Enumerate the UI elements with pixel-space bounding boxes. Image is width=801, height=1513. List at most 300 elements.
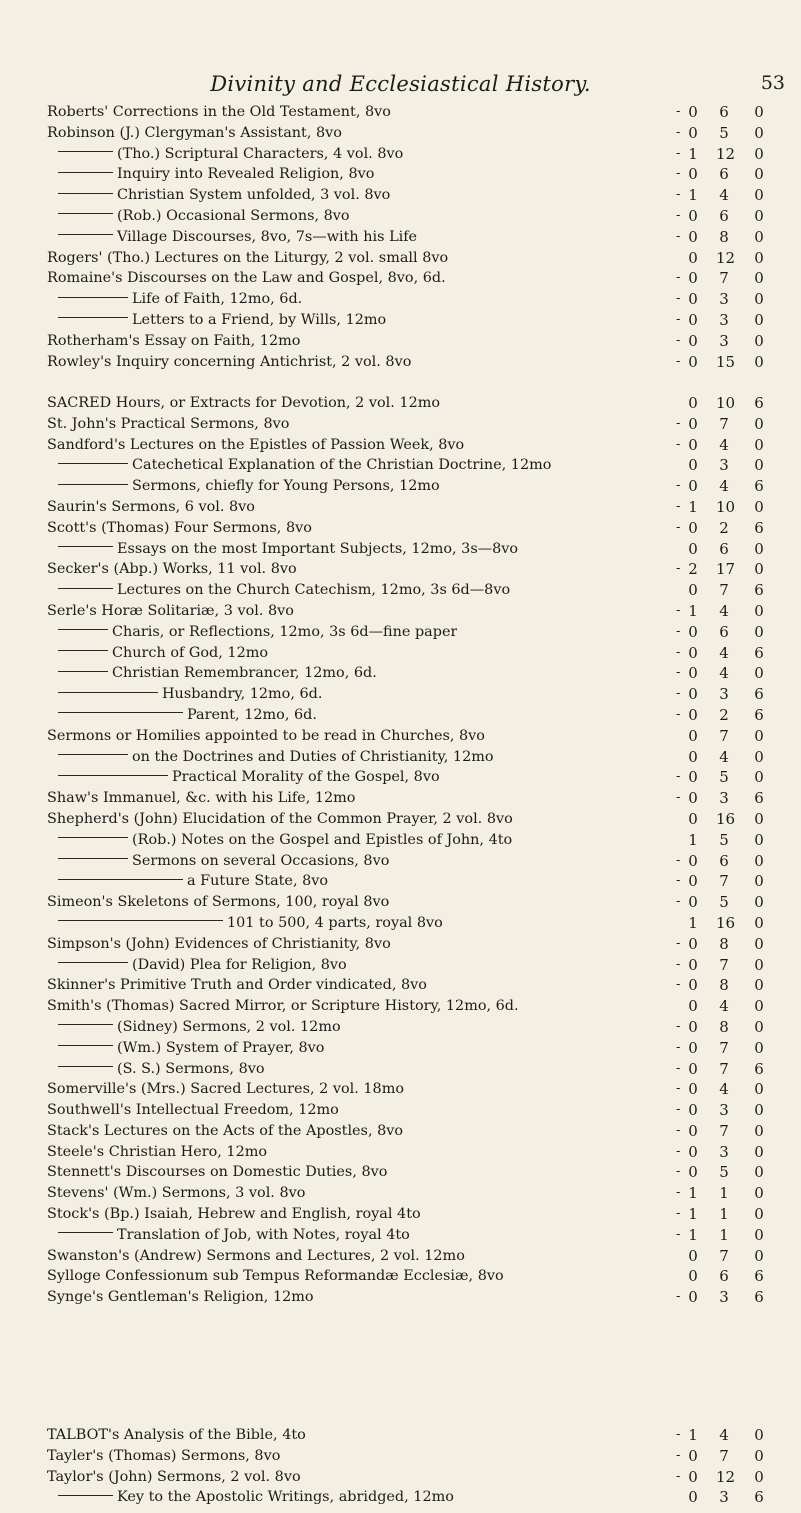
entry-title-text: Letters to a Friend, by Wills, 12mo xyxy=(132,311,387,328)
price-shillings: 16 xyxy=(716,809,736,828)
entry-title xyxy=(58,1059,265,1080)
entry-title xyxy=(47,1162,387,1183)
price-pounds: 0 xyxy=(688,290,698,309)
entry-title xyxy=(47,809,513,830)
leader-dash: - xyxy=(676,623,681,639)
price-pounds: 0 xyxy=(688,269,698,288)
entry-title-text: Somerville's (Mrs.) Sacred Lectures, 2 vol. 18mo xyxy=(47,1081,404,1098)
entry-title-text: Lectures on the Church Catechism, 12mo, 3s 6d—8vo xyxy=(117,582,511,599)
catalogue-entry xyxy=(0,726,801,747)
entry-title xyxy=(58,830,512,851)
ditto-rule xyxy=(58,962,128,963)
price-pence: 0 xyxy=(754,726,764,745)
entry-title xyxy=(58,643,268,664)
price-pounds: 1 xyxy=(688,497,698,516)
price-shillings: 16 xyxy=(716,913,736,932)
price-pence: 0 xyxy=(754,872,764,891)
entry-title-text: Essays on the most Important Subjects, 12mo, 3s—8vo xyxy=(117,540,519,557)
price-pounds: 0 xyxy=(688,1163,698,1182)
price-pence: 6 xyxy=(754,394,764,412)
price-pounds: 1 xyxy=(688,186,698,205)
price-pounds: 0 xyxy=(688,518,698,537)
catalogue-entry xyxy=(0,1266,801,1287)
price-pounds: 0 xyxy=(688,539,698,558)
entry-title-text: Stock's (Bp.) Isaiah, Hebrew and English, royal 4to xyxy=(47,1206,421,1223)
leader-dash: - xyxy=(676,644,681,660)
ditto-rule xyxy=(58,172,113,173)
price-pence: 0 xyxy=(754,1017,764,1036)
price-pounds: 0 xyxy=(688,165,698,184)
price-pounds: 0 xyxy=(688,414,698,433)
price-shillings: 4 xyxy=(719,747,729,766)
entry-title-text: Tayler's (Thomas) Sermons, 8vo xyxy=(47,1447,281,1464)
entry-title xyxy=(47,934,391,955)
price-pounds: 1 xyxy=(688,601,698,620)
price-pounds: 0 xyxy=(688,726,698,745)
price-pence: 0 xyxy=(754,165,764,184)
price-pounds: 1 xyxy=(688,1225,698,1244)
entry-title xyxy=(47,1287,314,1308)
price-pounds: 0 xyxy=(688,685,698,704)
price-shillings: 8 xyxy=(719,227,729,246)
entry-title-text: Synge's Gentleman's Religion, 12mo xyxy=(47,1289,314,1306)
leader-dash: - xyxy=(676,1185,681,1201)
ditto-rule xyxy=(58,546,113,547)
price-shillings: 3 xyxy=(719,290,729,309)
price-shillings: 3 xyxy=(719,789,729,808)
price-shillings: 4 xyxy=(719,186,729,205)
entry-title-text: Village Discourses, 8vo, 7s—with his Life xyxy=(117,228,418,245)
price-pence: 0 xyxy=(754,809,764,828)
entry-title-text: SACRED Hours, or Extracts for Devotion, 2 vol. 12mo xyxy=(47,395,441,411)
entry-title xyxy=(47,975,427,996)
price-pounds: 1 xyxy=(688,1205,698,1224)
catalogue-entry xyxy=(0,1287,801,1308)
leader-dash: - xyxy=(676,686,681,702)
price-pence: 0 xyxy=(754,310,764,329)
price-pence: 0 xyxy=(754,768,764,787)
price-pounds: 0 xyxy=(688,206,698,225)
entry-title xyxy=(47,788,355,809)
entry-title-text: Skinner's Primitive Truth and Order vindicated, 8vo xyxy=(47,977,427,994)
price-pence: 0 xyxy=(754,747,764,766)
price-shillings: 6 xyxy=(719,206,729,225)
catalogue-entry xyxy=(0,331,801,352)
catalogue-entry xyxy=(0,1059,801,1080)
price-shillings: 6 xyxy=(719,622,729,641)
ditto-rule xyxy=(58,920,223,921)
catalogue-entry xyxy=(0,747,801,768)
price-pounds: 1 xyxy=(688,144,698,163)
catalogue-entry xyxy=(0,227,801,248)
entry-title xyxy=(47,726,485,747)
leader-dash: - xyxy=(676,769,681,785)
entry-title-text: Inquiry into Revealed Religion, 8vo xyxy=(117,166,375,183)
price-pence: 0 xyxy=(754,830,764,849)
leader-dash: - xyxy=(676,166,681,182)
entry-title xyxy=(47,892,389,913)
ditto-rule xyxy=(58,650,108,651)
leader-dash: - xyxy=(676,498,681,514)
entry-title xyxy=(58,144,403,165)
ditto-rule xyxy=(58,1024,113,1025)
entry-title-text: Serle's Horæ Solitariæ, 3 vol. 8vo xyxy=(47,602,294,619)
entry-title xyxy=(47,1204,421,1225)
price-shillings: 7 xyxy=(719,726,729,745)
price-pounds: 1 xyxy=(688,1184,698,1203)
price-pounds: 0 xyxy=(688,352,698,371)
entry-title-text: Parent, 12mo, 6d. xyxy=(187,706,317,723)
price-shillings: 8 xyxy=(719,934,729,953)
price-shillings: 7 xyxy=(719,955,729,974)
entry-title-text: a Future State, 8vo xyxy=(187,873,329,890)
entry-title-text: St. John's Practical Sermons, 8vo xyxy=(47,415,290,432)
leader-dash: - xyxy=(676,1427,681,1442)
leader-dash: - xyxy=(676,1226,681,1242)
price-pence: 0 xyxy=(754,206,764,225)
price-pence: 0 xyxy=(754,248,764,267)
price-pounds: 0 xyxy=(688,872,698,891)
price-pence: 0 xyxy=(754,186,764,205)
price-pence: 6 xyxy=(754,685,764,704)
price-pence: 0 xyxy=(754,1426,764,1444)
entry-title-text: Sandford's Lectures on the Epistles of Passion Week, 8vo xyxy=(47,436,465,453)
catalogue-entry xyxy=(0,1246,801,1267)
price-shillings: 17 xyxy=(716,560,736,579)
leader-dash: - xyxy=(676,311,681,327)
leader-dash: - xyxy=(676,1206,681,1222)
leader-dash: - xyxy=(676,104,681,119)
price-pence: 0 xyxy=(754,1038,764,1057)
catalogue-entry xyxy=(0,352,801,373)
price-shillings: 12 xyxy=(716,1467,736,1486)
price-shillings: 5 xyxy=(719,768,729,787)
catalogue-entry xyxy=(0,643,801,664)
entry-title xyxy=(47,248,448,269)
catalogue-entry xyxy=(0,1183,801,1204)
price-pounds: 0 xyxy=(688,581,698,600)
entry-title-text: Christian Remembrancer, 12mo, 6d. xyxy=(112,665,377,682)
price-shillings: 1 xyxy=(719,1205,729,1224)
entry-title-text: Sylloge Confessionum sub Tempus Reformandæ Ecclesiæ, 8vo xyxy=(47,1268,504,1285)
price-pounds: 0 xyxy=(688,1467,698,1486)
price-pence: 0 xyxy=(754,331,764,350)
entry-title-text: Robinson (J.) Clergyman's Assistant, 8vo xyxy=(47,124,342,141)
catalogue-entry xyxy=(0,1038,801,1059)
price-pence: 6 xyxy=(754,1059,764,1078)
entry-title xyxy=(58,185,390,206)
price-pence: 0 xyxy=(754,352,764,371)
catalogue-entry xyxy=(0,955,801,976)
price-pence: 0 xyxy=(754,497,764,516)
leader-dash: - xyxy=(676,1018,681,1034)
price-pence: 0 xyxy=(754,851,764,870)
price-pounds: 0 xyxy=(688,456,698,475)
catalogue-entry xyxy=(0,497,801,518)
price-shillings: 6 xyxy=(719,1267,729,1286)
catalogue-entry xyxy=(0,1100,801,1121)
leader-dash: - xyxy=(676,1122,681,1138)
entry-title xyxy=(58,476,440,497)
price-pounds: 0 xyxy=(688,477,698,496)
price-pounds: 0 xyxy=(688,1446,698,1465)
ditto-rule xyxy=(58,858,128,859)
entry-title xyxy=(47,102,391,123)
leader-dash: - xyxy=(676,1143,681,1159)
price-pence: 0 xyxy=(754,664,764,683)
entry-title xyxy=(58,871,328,892)
price-shillings: 7 xyxy=(719,414,729,433)
entry-title xyxy=(47,1467,301,1488)
entry-title-text: Simeon's Skeletons of Sermons, 100, royal 8vo xyxy=(47,894,390,911)
price-pence: 0 xyxy=(754,144,764,163)
catalogue-entry xyxy=(0,809,801,830)
ditto-rule xyxy=(58,151,113,152)
leader-dash: - xyxy=(676,124,681,140)
entry-title xyxy=(47,559,297,580)
leader-dash: - xyxy=(676,519,681,535)
price-shillings: 4 xyxy=(719,664,729,683)
catalogue-entry xyxy=(0,601,801,622)
ditto-rule xyxy=(58,775,168,776)
price-pounds: 0 xyxy=(688,103,698,121)
leader-dash: - xyxy=(676,561,681,577)
price-pence: 6 xyxy=(754,1288,764,1307)
entry-title-text: Southwell's Intellectual Freedom, 12mo xyxy=(47,1102,339,1119)
entry-title-text: (Sidney) Sermons, 2 vol. 12mo xyxy=(117,1018,341,1035)
entry-title xyxy=(58,1038,324,1059)
catalogue-entry xyxy=(0,1487,801,1508)
catalogue-entry xyxy=(0,144,801,165)
price-shillings: 1 xyxy=(719,1184,729,1203)
catalogue-entry xyxy=(0,1425,801,1446)
entry-title-text: Rogers' (Tho.) Lectures on the Liturgy, 2 vol. small 8vo xyxy=(47,249,449,266)
catalogue-entry xyxy=(0,684,801,705)
price-shillings: 5 xyxy=(719,893,729,912)
price-pounds: 0 xyxy=(688,227,698,246)
price-pounds: 0 xyxy=(688,435,698,454)
price-pence: 6 xyxy=(754,705,764,724)
price-shillings: 3 xyxy=(719,331,729,350)
running-title: Divinity and Ecclesiastical History. xyxy=(210,72,591,96)
price-pence: 0 xyxy=(754,1121,764,1140)
ditto-rule xyxy=(58,1045,113,1046)
price-pence: 0 xyxy=(754,934,764,953)
ditto-rule xyxy=(58,297,128,298)
catalogue-entry xyxy=(0,934,801,955)
catalogue-entry xyxy=(0,518,801,539)
ditto-rule xyxy=(58,213,113,214)
entry-title-text: Romaine's Discourses on the Law and Gospel, 8vo, 6d. xyxy=(47,270,446,287)
leader-dash: - xyxy=(676,935,681,951)
price-shillings: 12 xyxy=(716,248,736,267)
ditto-rule xyxy=(58,1232,113,1233)
entry-title xyxy=(47,352,411,373)
entry-title-text: Scott's (Thomas) Four Sermons, 8vo xyxy=(47,519,312,536)
price-shillings: 4 xyxy=(719,477,729,496)
entry-title-text: Shepherd's (John) Elucidation of the Common Prayer, 2 vol. 8vo xyxy=(47,810,513,827)
catalogue-entry xyxy=(0,123,801,144)
price-shillings: 4 xyxy=(719,1080,729,1099)
catalogue-entry xyxy=(0,185,801,206)
leader-dash: - xyxy=(676,415,681,431)
price-pounds: 0 xyxy=(688,622,698,641)
price-pounds: 0 xyxy=(688,310,698,329)
entry-title-text: Taylor's (John) Sermons, 2 vol. 8vo xyxy=(47,1468,301,1485)
price-pounds: 0 xyxy=(688,643,698,662)
entry-title-text: (David) Plea for Religion, 8vo xyxy=(132,956,347,973)
price-pounds: 0 xyxy=(688,1080,698,1099)
catalogue-entry xyxy=(0,975,801,996)
price-shillings: 4 xyxy=(719,997,729,1016)
price-shillings: 3 xyxy=(719,1488,729,1507)
price-shillings: 6 xyxy=(719,103,729,121)
catalogue-entry xyxy=(0,913,801,934)
entry-title xyxy=(47,601,294,622)
price-pounds: 0 xyxy=(688,976,698,995)
entry-title-text: Steele's Christian Hero, 12mo xyxy=(47,1143,268,1160)
price-shillings: 6 xyxy=(719,539,729,558)
entry-title-text: Husbandry, 12mo, 6d. xyxy=(162,686,323,703)
entry-title xyxy=(58,206,350,227)
price-pounds: 0 xyxy=(688,1246,698,1265)
price-pounds: 1 xyxy=(688,1426,698,1444)
entry-title-text: Saurin's Sermons, 6 vol. 8vo xyxy=(47,498,255,515)
leader-dash: - xyxy=(676,1039,681,1055)
price-pence: 0 xyxy=(754,539,764,558)
ditto-rule xyxy=(58,629,108,630)
catalogue-entry xyxy=(0,206,801,227)
entry-title-text: Sermons, chiefly for Young Persons, 12mo xyxy=(132,478,440,495)
entry-title xyxy=(58,705,317,726)
price-pounds: 0 xyxy=(688,768,698,787)
price-pence: 6 xyxy=(754,1267,764,1286)
ditto-rule xyxy=(58,754,128,755)
price-pence: 0 xyxy=(754,997,764,1016)
price-pence: 0 xyxy=(754,227,764,246)
entry-title-text: Swanston's (Andrew) Sermons and Lectures, 2 vol. 12mo xyxy=(47,1247,465,1264)
entry-title-text: Catechetical Explanation of the Christian Doctrine, 12mo xyxy=(132,457,552,474)
price-pence: 0 xyxy=(754,290,764,309)
price-pounds: 0 xyxy=(688,1267,698,1286)
price-shillings: 3 xyxy=(719,1142,729,1161)
entry-title xyxy=(47,435,464,456)
price-shillings: 4 xyxy=(719,601,729,620)
price-pence: 0 xyxy=(754,1163,764,1182)
price-shillings: 4 xyxy=(719,643,729,662)
price-pence: 6 xyxy=(754,643,764,662)
price-shillings: 15 xyxy=(716,352,736,371)
price-pence: 0 xyxy=(754,913,764,932)
entry-title-text: TALBOT's Analysis of the Bible, 4to xyxy=(47,1427,306,1443)
leader-dash: - xyxy=(676,207,681,223)
entry-title xyxy=(58,289,302,310)
entry-title xyxy=(47,1446,280,1467)
catalogue-section-t xyxy=(0,1425,801,1508)
price-shillings: 8 xyxy=(719,1017,729,1036)
catalogue-section-r xyxy=(0,102,801,372)
entry-title xyxy=(58,455,551,476)
price-shillings: 7 xyxy=(719,1059,729,1078)
entry-title xyxy=(47,1425,306,1446)
price-shillings: 7 xyxy=(719,581,729,600)
catalogue-entry xyxy=(0,1204,801,1225)
catalogue-entry xyxy=(0,310,801,331)
entry-title xyxy=(47,1183,305,1204)
price-pounds: 0 xyxy=(688,955,698,974)
price-pounds: 0 xyxy=(688,1059,698,1078)
leader-dash: - xyxy=(676,665,681,681)
entry-title xyxy=(58,1487,454,1508)
catalogue-entry xyxy=(0,476,801,497)
leader-dash: - xyxy=(676,1081,681,1097)
catalogue-entry xyxy=(0,996,801,1017)
price-pence: 0 xyxy=(754,893,764,912)
ditto-rule xyxy=(58,1066,113,1067)
price-pence: 0 xyxy=(754,103,764,121)
entry-title-text: Sermons on several Occasions, 8vo xyxy=(132,852,390,869)
catalogue-entry xyxy=(0,871,801,892)
entry-title-text: Simpson's (John) Evidences of Christianity, 8vo xyxy=(47,935,391,952)
entry-title-text: Roberts' Corrections in the Old Testament, 8vo xyxy=(47,104,391,120)
leader-dash: - xyxy=(676,1164,681,1180)
leader-dash: - xyxy=(676,291,681,307)
leader-dash: - xyxy=(676,1102,681,1118)
price-pence: 0 xyxy=(754,414,764,433)
leader-dash: - xyxy=(676,956,681,972)
price-pence: 6 xyxy=(754,581,764,600)
price-pounds: 0 xyxy=(688,394,698,412)
price-shillings: 7 xyxy=(719,1446,729,1465)
price-shillings: 3 xyxy=(719,456,729,475)
price-shillings: 2 xyxy=(719,518,729,537)
entry-title xyxy=(58,622,457,643)
leader-dash: - xyxy=(676,1468,681,1484)
entry-title-text: Christian System unfolded, 3 vol. 8vo xyxy=(117,187,391,204)
price-shillings: 3 xyxy=(719,1288,729,1307)
catalogue-entry xyxy=(0,663,801,684)
catalogue-entry xyxy=(0,393,801,414)
entry-title-text: Sermons or Homilies appointed to be read in Churches, 8vo xyxy=(47,727,485,744)
catalogue-entry xyxy=(0,1121,801,1142)
catalogue-entry xyxy=(0,455,801,476)
catalogue-entry xyxy=(0,830,801,851)
entry-title xyxy=(47,123,342,144)
entry-title xyxy=(47,1142,267,1163)
catalogue-entry xyxy=(0,1225,801,1246)
catalogue-entry xyxy=(0,1079,801,1100)
catalogue-entry xyxy=(0,539,801,560)
leader-dash: - xyxy=(676,1447,681,1463)
price-shillings: 3 xyxy=(719,310,729,329)
entry-title-text: (S. S.) Sermons, 8vo xyxy=(117,1060,265,1077)
price-pounds: 0 xyxy=(688,664,698,683)
leader-dash: - xyxy=(676,706,681,722)
catalogue-entry xyxy=(0,705,801,726)
ditto-rule xyxy=(58,671,108,672)
price-shillings: 5 xyxy=(719,123,729,142)
entry-title xyxy=(58,913,443,934)
catalogue-entry xyxy=(0,559,801,580)
price-pence: 6 xyxy=(754,477,764,496)
price-pounds: 0 xyxy=(688,1101,698,1120)
leader-dash: - xyxy=(676,478,681,494)
catalogue-entry xyxy=(0,435,801,456)
price-pence: 0 xyxy=(754,1184,764,1203)
price-pence: 0 xyxy=(754,123,764,142)
leader-dash: - xyxy=(676,353,681,369)
price-pence: 0 xyxy=(754,622,764,641)
